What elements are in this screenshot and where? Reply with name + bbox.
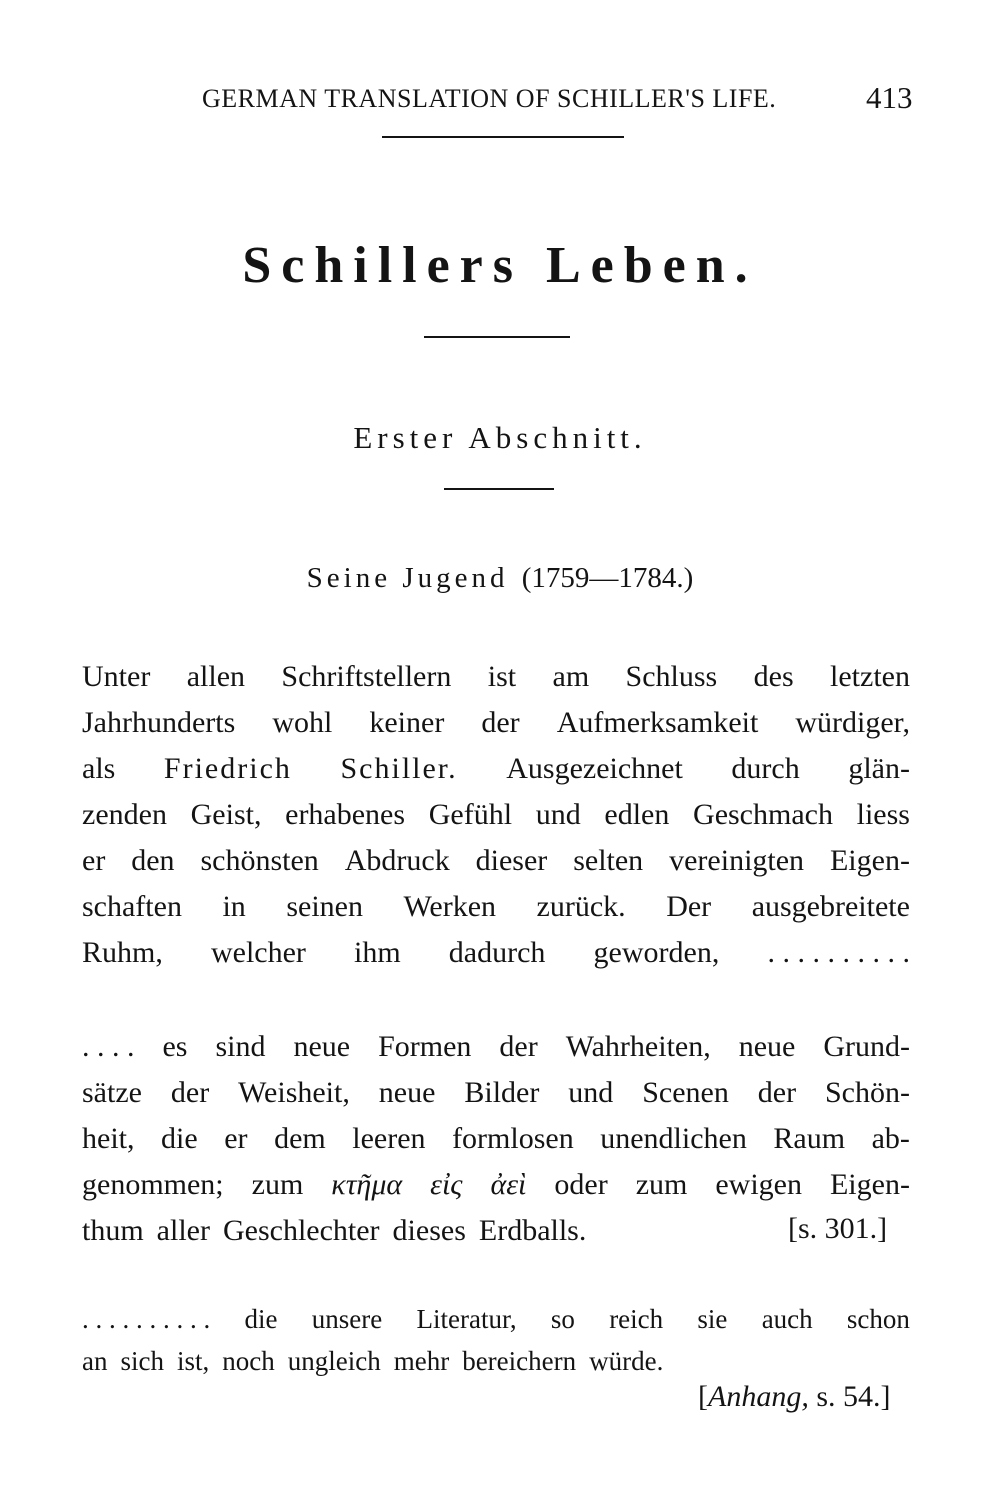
word: Schluss [625, 660, 718, 693]
word: ist [487, 660, 517, 693]
word: Literatur, [416, 1304, 517, 1334]
text-line [82, 1338, 910, 1384]
word: Ausgezeichnet [506, 752, 683, 785]
word: Wahrheiten, [565, 1030, 711, 1063]
word: auch [761, 1304, 813, 1334]
word: schaften [82, 890, 182, 923]
word: zum [635, 1168, 688, 1201]
word: geworden, [593, 936, 720, 969]
appendix-open-bracket: [ [698, 1380, 708, 1413]
text-line [82, 1208, 910, 1254]
word: noch [222, 1346, 275, 1376]
word: ἀεὶ [490, 1168, 527, 1201]
word: dadurch [448, 936, 546, 969]
text-line [82, 930, 910, 976]
word: neue [293, 1030, 351, 1063]
word: seinen [286, 890, 363, 923]
word: zurück. [536, 890, 626, 923]
word: vereinigten [669, 844, 805, 877]
word: thum [82, 1214, 144, 1247]
word: Raum [773, 1122, 846, 1155]
text-line [82, 1070, 910, 1116]
word: heit, [82, 1122, 135, 1155]
word: sätze [82, 1076, 142, 1109]
word: so [550, 1304, 575, 1334]
word: Schön- [824, 1076, 910, 1109]
word: würde. [589, 1346, 664, 1376]
word: Jahrhunderts [82, 706, 236, 739]
word: des [753, 660, 794, 693]
word: Geschlechter [222, 1214, 380, 1247]
word: Aufmerksamkeit [556, 706, 759, 739]
word: allen [186, 660, 246, 693]
text-line [82, 700, 910, 746]
word: und [535, 798, 581, 831]
word: den [131, 844, 175, 877]
word: κτῆμα [331, 1168, 403, 1201]
word: die [161, 1122, 198, 1155]
title-rule [424, 336, 570, 338]
word: Abdruck [344, 844, 450, 877]
word: schönsten [200, 844, 319, 877]
word: εἰς [430, 1168, 463, 1201]
subtitle-text: Seine Jugend [306, 562, 509, 594]
word: würdiger, [795, 706, 910, 739]
word: unendlichen [600, 1122, 747, 1155]
word: Ruhm, [82, 936, 163, 969]
word: Schiller. [340, 752, 458, 785]
header-rule [382, 136, 624, 138]
word: Grund- [823, 1030, 910, 1063]
word: er [82, 844, 106, 877]
word: Eigen- [829, 844, 910, 877]
word: unsere [311, 1304, 383, 1334]
appendix-work: Anhang, [708, 1380, 809, 1413]
page-number: 413 [866, 80, 913, 115]
word: der [481, 706, 520, 739]
word: an [82, 1346, 108, 1376]
word: durch [731, 752, 800, 785]
text-line [82, 884, 910, 930]
word: Geist, [190, 798, 262, 831]
word: die [244, 1304, 278, 1334]
word: edlen [604, 798, 670, 831]
word: ist, [176, 1346, 210, 1376]
word: . . . . . . . . . . [82, 1304, 211, 1334]
text-line [82, 1162, 910, 1208]
word: sich [120, 1346, 164, 1376]
word: . . . . [82, 1030, 135, 1063]
word: Gefühl [428, 798, 513, 831]
word: reich [609, 1304, 664, 1334]
word: Erdballs. [478, 1214, 587, 1247]
word: der [170, 1076, 210, 1109]
word: dem [274, 1122, 326, 1155]
word: Scenen [642, 1076, 729, 1109]
word: ihm [354, 936, 401, 969]
word: Geschmach [693, 798, 833, 831]
word: . . . . . . . . . . [767, 936, 910, 969]
word: letzten [830, 660, 910, 693]
word: welcher [210, 936, 306, 969]
word: mehr [393, 1346, 450, 1376]
word: dieses [392, 1214, 466, 1247]
word: es [162, 1030, 188, 1063]
word: aller [156, 1214, 210, 1247]
word: genommen; [82, 1168, 224, 1201]
word: neue [738, 1030, 796, 1063]
chapter-title: Schillers Leben. [242, 237, 758, 294]
word: Werken [403, 890, 497, 923]
word: erhabenes [285, 798, 406, 831]
word: er [224, 1122, 248, 1155]
appendix-page: s. 54.] [816, 1380, 891, 1413]
word: Unter [82, 660, 151, 693]
word: sind [215, 1030, 266, 1063]
word: glän- [848, 752, 910, 785]
word: zenden [82, 798, 167, 831]
word: ewigen [715, 1168, 802, 1201]
word: dieser [475, 844, 548, 877]
word: Formen [378, 1030, 472, 1063]
word: als [82, 752, 116, 785]
word: ausgebreitete [751, 890, 910, 923]
running-title: GERMAN TRANSLATION OF SCHILLER'S LIFE. [202, 84, 777, 113]
text-line [82, 1116, 910, 1162]
text-line [82, 746, 910, 792]
text-line [82, 1296, 910, 1342]
word: ungleich [287, 1346, 381, 1376]
word: bereichern [462, 1346, 577, 1376]
word: Der [666, 890, 712, 923]
word: Weisheit, [238, 1076, 350, 1109]
word: ab- [871, 1122, 910, 1155]
word: Friedrich [163, 752, 292, 785]
appendix-reference [698, 1380, 891, 1414]
word: neue [378, 1076, 436, 1109]
word: keiner [369, 706, 445, 739]
page-reference-301: [s. 301.] [788, 1212, 888, 1245]
section-rule [444, 488, 554, 490]
word: wohl [272, 706, 333, 739]
word: oder [554, 1168, 608, 1201]
text-line [82, 838, 910, 884]
word: der [757, 1076, 797, 1109]
word: selten [573, 844, 644, 877]
word: am [552, 660, 590, 693]
word: sie [697, 1304, 728, 1334]
word: formlosen [452, 1122, 574, 1155]
section-title: Erster Abschnitt. [353, 420, 647, 455]
subtitle [0, 562, 1000, 595]
word: Schriftstellern [281, 660, 452, 693]
subtitle-dates: (1759—1784.) [521, 562, 694, 594]
word: und [568, 1076, 614, 1109]
word: liess [856, 798, 910, 831]
text-line [82, 654, 910, 700]
text-line [82, 792, 910, 838]
text-line [82, 1024, 910, 1070]
word: Eigen- [829, 1168, 910, 1201]
word: schon [846, 1304, 910, 1334]
word: der [499, 1030, 538, 1063]
word: leeren [352, 1122, 426, 1155]
word: zum [251, 1168, 304, 1201]
word: Bilder [464, 1076, 540, 1109]
word: in [222, 890, 246, 923]
